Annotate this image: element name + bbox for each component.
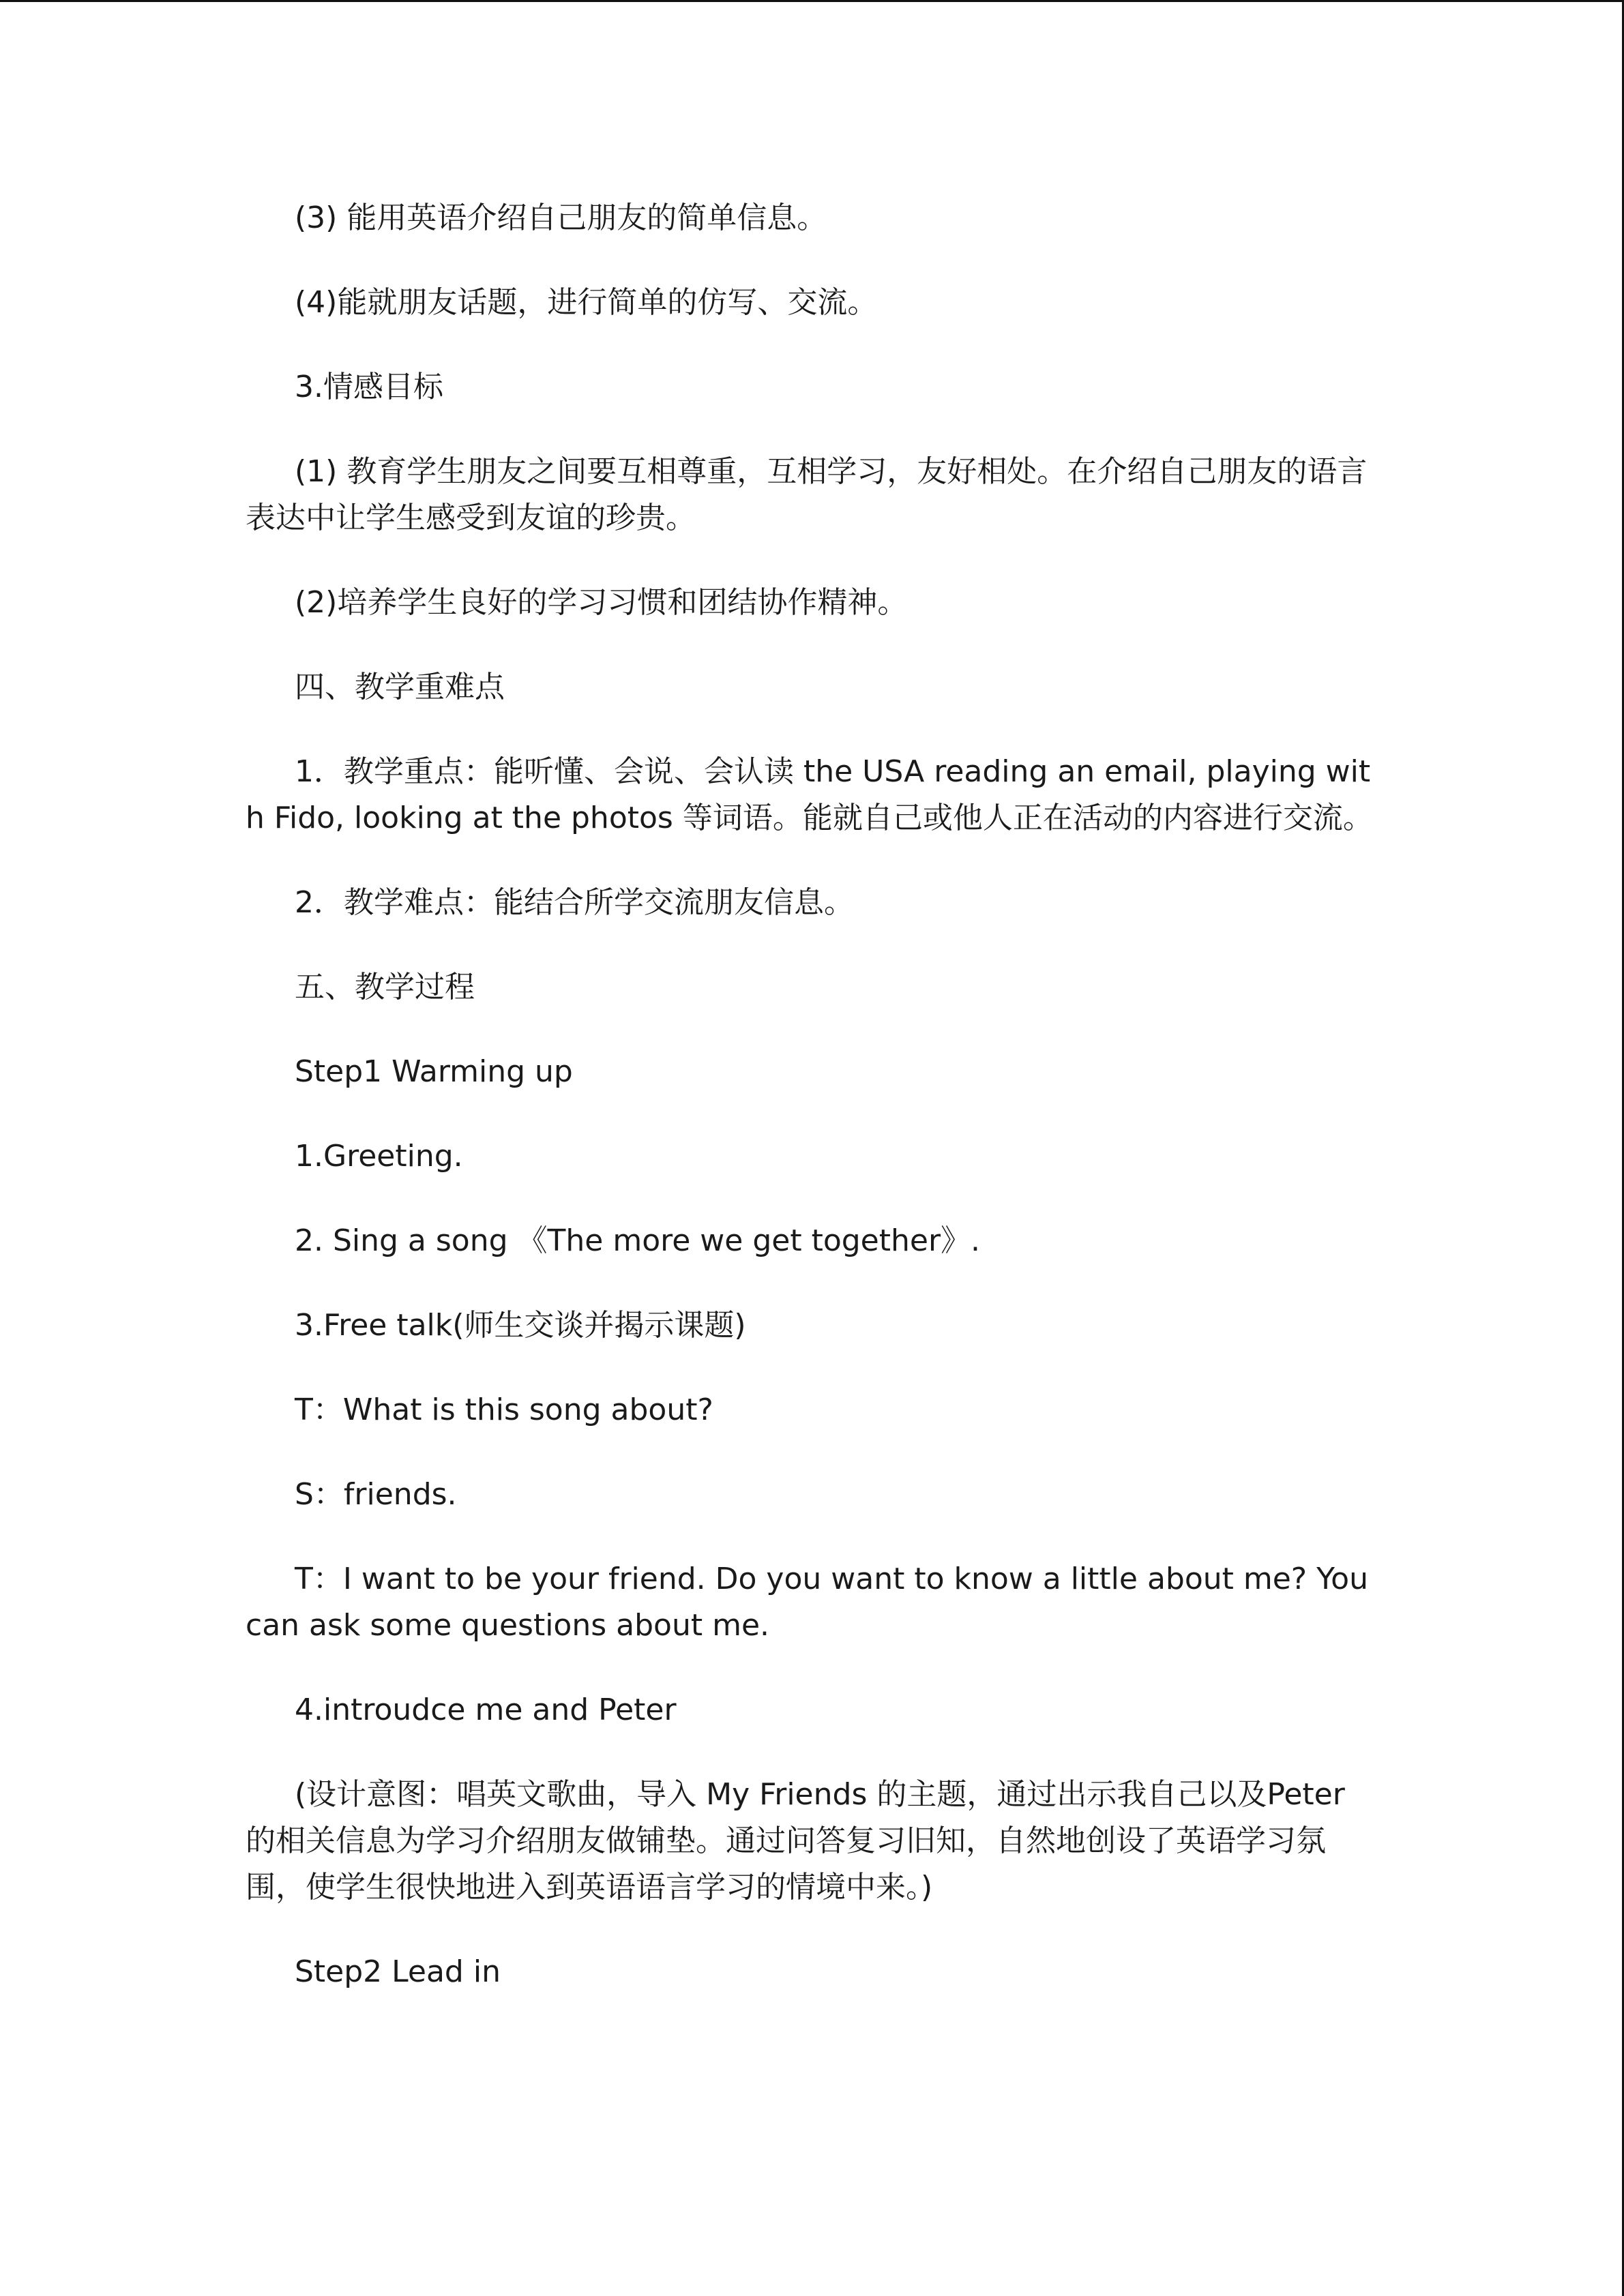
section-heading: 四、教学重难点 [295,670,505,704]
paragraph: 2. Sing a song 《The more we get together》. [295,1223,981,1258]
paragraph: 2．教学难点：能结合所学交流朋友信息。 [295,885,854,920]
page-top-border [0,0,1624,2]
document-body [246,195,1378,2033]
paragraph: 4.introudce me and Peter [295,1693,677,1727]
paragraph: (3) 能用英语介绍自己朋友的简单信息。 [295,200,827,235]
paragraph: 3.Free talk(师生交谈并揭示课题) [295,1308,746,1343]
paragraph: (1) 教育学生朋友之间要互相尊重，互相学习，友好相处。在介绍自己朋友的语言表达中让学生感受到友谊的珍贵。 [246,454,1368,535]
design-intent-note: (设计意图：唱英文歌曲，导入 My Friends 的主题，通过出示我自己以及Peter 的相关信息为学习介绍朋友做铺垫。通过问答复习旧知，自然地创设了英语学习氛围，使学生很快地进入到英语语言学习的情境中来。) [246,1777,1345,1905]
dialogue-line: T：What is this song about? [295,1392,713,1427]
paragraph: 1.Greeting. [295,1139,463,1174]
paragraph: (4)能就朋友话题，进行简单的仿写、交流。 [295,285,878,320]
dialogue-line: S：friends. [295,1477,457,1512]
section-heading: 五、教学过程 [295,970,475,1004]
paragraph: (2)培养学生良好的学习习惯和团结协作精神。 [295,585,908,620]
step-heading: Step2 Lead in [295,1954,501,1989]
section-heading: 3.情感目标 [295,370,443,404]
dialogue-line: T：I want to be your friend. Do you want to know a little about me? You can ask some questions about me. [246,1562,1368,1643]
step-heading: Step1 Warming up [295,1054,573,1089]
paragraph: 1．教学重点：能听懂、会说、会认读 the USA reading an email, playing with Fido, looking at the photos 等词语。能就自己或他人正在活动的内容进行交流。 [246,754,1373,835]
